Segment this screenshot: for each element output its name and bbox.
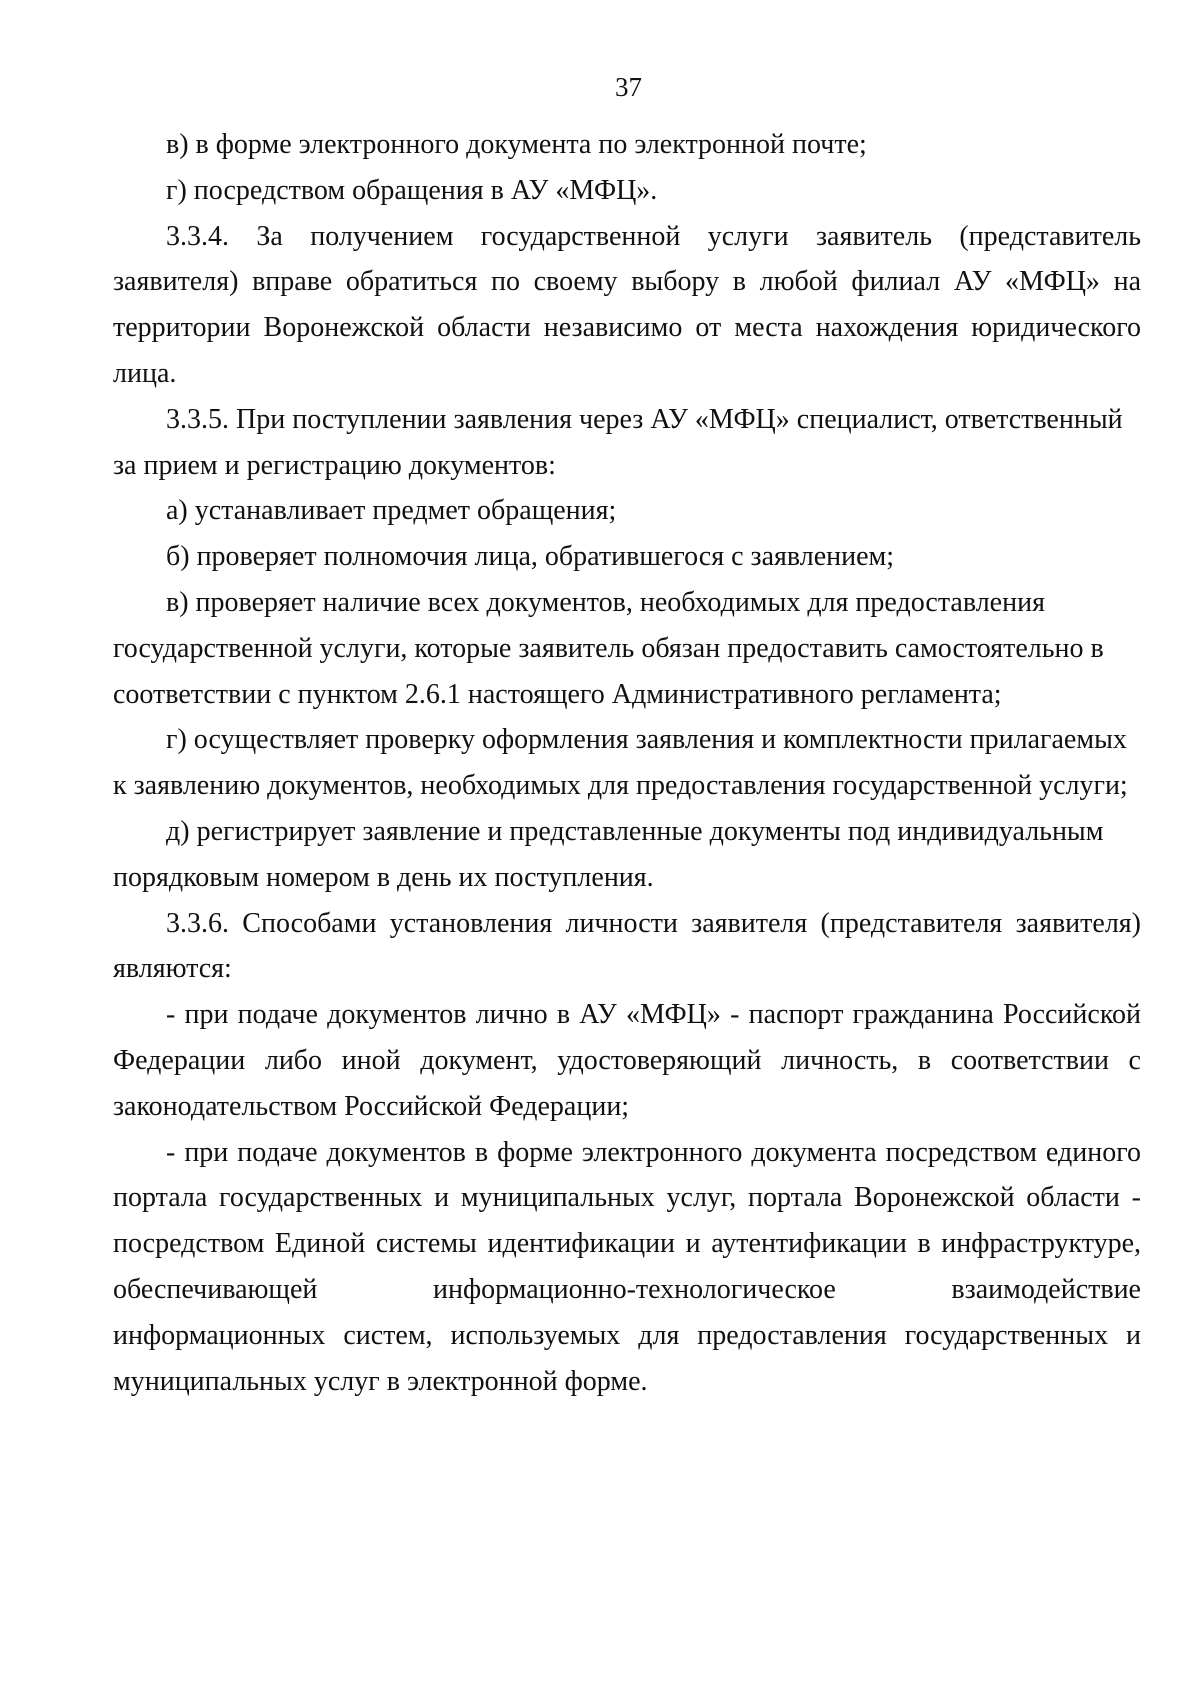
paragraph-item-a: а) устанавливает предмет обращения;	[166, 495, 617, 527]
paragraph-item-d: д) регистрирует заявление и представленные документы под индивидуальным порядковым номером в день их поступления.	[113, 815, 1104, 893]
paragraph-3-3-4: 3.3.4. За получением государственной услуги заявитель (представитель заявителя) вправе обратиться по своему выбору в любой филиал АУ «МФЦ» на территории Воронежской области независимо от места нахождения юридического лица.	[113, 220, 1141, 389]
paragraph-dash-electronic: - при подаче документов в форме электронного документа посредством единого портала государственных и муниципальных услуг, портала Воронежской области - посредством Единой системы идентификации и аутентификации в инфраструктуре, обеспечивающей информационно-технологическое взаимодействие информационных систем, используемых для предоставления государственных и муниципальных услуг в электронной форме.	[113, 1136, 1141, 1397]
paragraph-dash-in-person: - при подаче документов лично в АУ «МФЦ» - паспорт гражданина Российской Федерации либо иной документ, удостоверяющий личность, в соответствии с законодательством Российской Федерации;	[113, 999, 1141, 1122]
paragraph-item-v-email: в) в форме электронного документа по электронной почте;	[166, 129, 867, 160]
paragraph-item-g: г) осуществляет проверку оформления заявления и комплектности прилагаемых к заявлению документов, необходимых для предоставления государственной услуги;	[113, 724, 1128, 802]
paragraph-item-v: в) проверяет наличие всех документов, необходимых для предоставления государственной услуги, которые заявитель обязан предоставить самостоятельно в соответствии с пунктом 2.6.1 настоящего Административного регламента;	[113, 586, 1104, 710]
page-number: 37	[615, 72, 642, 102]
paragraph-item-b: б) проверяет полномочия лица, обратившегося с заявлением;	[166, 541, 895, 573]
document-body	[113, 122, 1141, 1404]
paragraph-3-3-6: 3.3.6. Способами установления личности заявителя (представителя заявителя) являются:	[113, 907, 1141, 985]
paragraph-3-3-5: 3.3.5. При поступлении заявления через АУ «МФЦ» специалист, ответственный за прием и регистрацию документов:	[113, 403, 1123, 481]
paragraph-item-g-mfc: г) посредством обращения в АУ «МФЦ».	[166, 174, 658, 206]
